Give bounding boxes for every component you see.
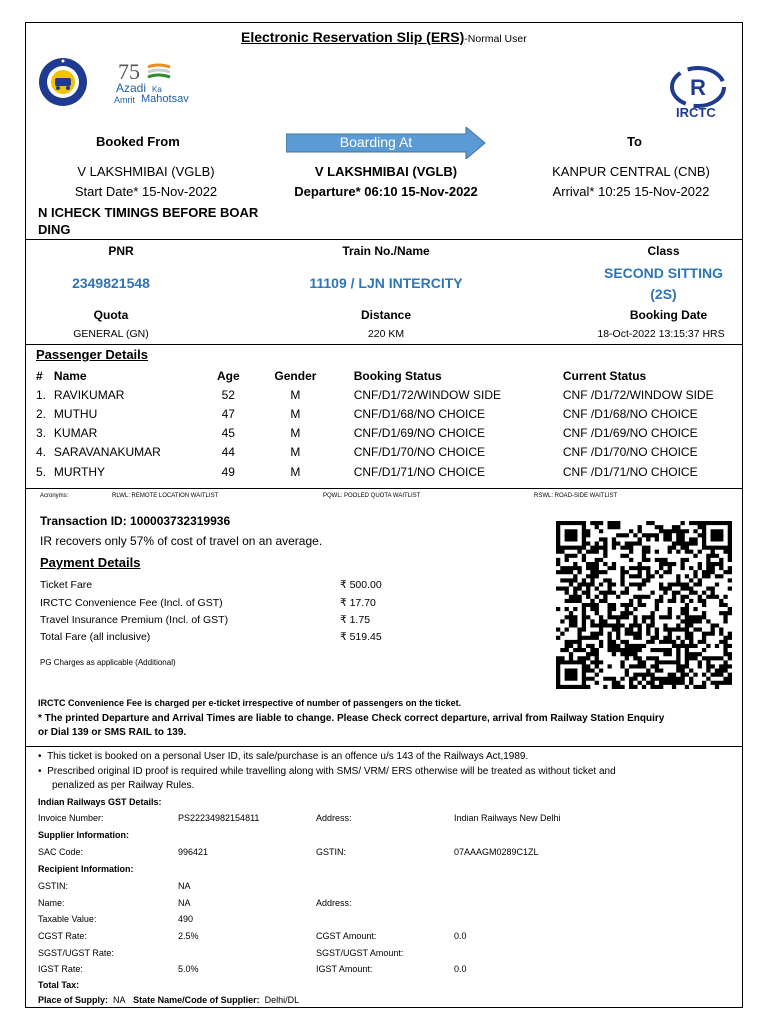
times-note-line2: or Dial 139 or SMS RAIL to 139. bbox=[38, 727, 187, 738]
acronym-rswl: RSWL: ROAD-SIDE WAITLIST bbox=[534, 493, 618, 499]
total-fare-value: ₹ 519.45 bbox=[340, 631, 382, 643]
col-header-booking-status: Booking Status bbox=[353, 368, 442, 383]
distance-label: Distance bbox=[360, 308, 412, 322]
svg-text:R: R bbox=[690, 75, 706, 100]
passenger-booking-status: CNF/D1/68/NO CHOICE bbox=[353, 406, 486, 421]
check-timings-line2: DING bbox=[38, 222, 71, 237]
boarding-station: V LAKSHMIBAI (VGLB) bbox=[314, 164, 458, 179]
pg-charges-note: PG Charges as applicable (Additional) bbox=[40, 658, 176, 667]
passenger-current-status: CNF /D1/71/NO CHOICE bbox=[562, 464, 698, 479]
col-header-gender: Gender bbox=[274, 368, 317, 383]
supplier-address-value: Indian Railways New Delhi bbox=[454, 813, 561, 823]
passenger-age: 45 bbox=[221, 426, 235, 441]
quota-label: Quota bbox=[93, 308, 129, 322]
cgst-amount-label: CGST Amount: bbox=[316, 931, 377, 941]
sgst-amount-label: SGST/UGST Amount: bbox=[316, 948, 404, 958]
bullet-text: This ticket is booked on a personal User ID, its sale/purchase is an offence u/s 143 of the Railways Act,1989. bbox=[47, 751, 529, 762]
to-station: KANPUR CENTRAL (CNB) bbox=[552, 164, 710, 179]
cgst-rate-label: CGST Rate: bbox=[38, 931, 87, 941]
departure-time: Departure* 06:10 15-Nov-2022 bbox=[294, 184, 478, 199]
passenger-age: 52 bbox=[221, 387, 235, 402]
passenger-age: 49 bbox=[221, 464, 235, 479]
passenger-number: 4. bbox=[36, 445, 47, 460]
qr-code bbox=[556, 521, 732, 689]
recipient-gstin-value: NA bbox=[178, 881, 191, 891]
bullet-continuation: penalized as per Railway Rules. bbox=[52, 780, 195, 791]
to-label: To bbox=[627, 134, 642, 149]
table-row bbox=[36, 424, 742, 443]
passenger-number: 5. bbox=[36, 464, 47, 479]
col-header-current-status: Current Status bbox=[562, 368, 647, 383]
passenger-age: 44 bbox=[221, 445, 235, 460]
place-value: NA bbox=[113, 995, 126, 1005]
divider bbox=[26, 344, 742, 345]
passenger-age: 47 bbox=[221, 406, 235, 421]
azadi-amrit: Amrit bbox=[114, 95, 135, 105]
passenger-booking-status: CNF/D1/70/NO CHOICE bbox=[353, 445, 486, 460]
sac-value: 996421 bbox=[178, 847, 209, 857]
igst-amount-label: IGST Amount: bbox=[316, 964, 373, 974]
supplier-info-label: Supplier Information: bbox=[38, 830, 129, 840]
passenger-number: 1. bbox=[36, 387, 47, 402]
passenger-number: 3. bbox=[36, 426, 47, 441]
transaction-id: Transaction ID: 100003732319936 bbox=[40, 514, 231, 528]
fare-value: ₹ 500.00 bbox=[340, 579, 382, 591]
from-station: V LAKSHMIBAI (VGLB) bbox=[77, 164, 215, 179]
passenger-number: 2. bbox=[36, 406, 47, 421]
bullet-item bbox=[38, 766, 616, 777]
azadi-ka: Ka bbox=[152, 85, 162, 94]
table-row bbox=[36, 462, 742, 481]
supplier-gstin-value: 07AAAGM0289C1ZL bbox=[454, 847, 539, 857]
acronym-pqwl: PQWL: POOLED QUOTA WAITLIST bbox=[323, 493, 421, 499]
igst-rate-value: 5.0% bbox=[178, 964, 199, 974]
booking-date-value: 18-Oct-2022 13:15:37 HRS bbox=[597, 328, 725, 340]
times-note-line1: * The printed Departure and Arrival Times are liable to change. Please Check correct departure, arrival from Railway Station Enquiry bbox=[38, 713, 665, 724]
state-value: Delhi/DL bbox=[264, 995, 300, 1005]
invoice-value: PS22234982154811 bbox=[178, 813, 260, 823]
pnr-label: PNR bbox=[108, 244, 134, 258]
total-fare-label: Total Fare (all inclusive) bbox=[40, 631, 151, 643]
class-value-line1: SECOND SITTING bbox=[603, 265, 723, 281]
start-date: Start Date* 15-Nov-2022 bbox=[74, 184, 218, 199]
passenger-gender: M bbox=[290, 464, 301, 479]
place-of-supply-row bbox=[38, 995, 299, 1005]
booked-from-label: Booked From bbox=[96, 134, 180, 149]
convenience-fee-note: IRCTC Convenience Fee is charged per e-ticket irrespective of number of passengers on the ticket. bbox=[38, 698, 462, 708]
azadi-logo bbox=[114, 57, 204, 107]
qr-modules bbox=[556, 521, 732, 689]
insurance-value: ₹ 1.75 bbox=[340, 614, 371, 626]
taxable-value: 490 bbox=[178, 914, 194, 924]
indian-railways-logo bbox=[38, 57, 88, 107]
passenger-current-status: CNF /D1/68/NO CHOICE bbox=[562, 406, 698, 421]
bullet-item bbox=[38, 751, 528, 762]
igst-amount-value: 0.0 bbox=[454, 964, 467, 974]
recipient-gstin-label: GSTIN: bbox=[38, 881, 69, 891]
page-title: Electronic Reservation Slip (ERS) bbox=[241, 29, 465, 45]
acronym-rlwl: RLWL: REMOTE LOCATION WAITLIST bbox=[112, 493, 219, 499]
divider bbox=[26, 239, 742, 240]
pnr-value: 2349821548 bbox=[72, 275, 150, 291]
passenger-section-title: Passenger Details bbox=[36, 347, 149, 362]
azadi-word: Azadi bbox=[116, 81, 147, 95]
train-label: Train No./Name bbox=[342, 244, 430, 258]
passenger-name: RAVIKUMAR bbox=[53, 387, 125, 402]
azadi-mahotsav: Mahotsav bbox=[141, 93, 189, 105]
convenience-fee-label: IRCTC Convenience Fee (Incl. of GST) bbox=[40, 597, 223, 609]
passenger-gender: M bbox=[290, 387, 301, 402]
boarding-at-arrow bbox=[286, 127, 486, 159]
recipient-info-label: Recipient Information: bbox=[38, 864, 134, 874]
arrival-time: Arrival* 10:25 15-Nov-2022 bbox=[552, 184, 710, 199]
table-row bbox=[36, 443, 742, 462]
ers-page bbox=[25, 22, 743, 1008]
quota-value: GENERAL (GN) bbox=[73, 328, 149, 340]
passenger-current-status: CNF /D1/69/NO CHOICE bbox=[562, 426, 698, 441]
passenger-table bbox=[36, 366, 742, 481]
passenger-booking-status: CNF/D1/71/NO CHOICE bbox=[353, 464, 486, 479]
col-header-name: Name bbox=[53, 368, 87, 383]
passenger-gender: M bbox=[290, 426, 301, 441]
table-row bbox=[36, 404, 742, 423]
distance-value: 220 KM bbox=[367, 328, 405, 340]
passenger-name: MUTHU bbox=[53, 406, 98, 421]
svg-text:75: 75 bbox=[118, 59, 140, 84]
recipient-name-label: Name: bbox=[38, 898, 65, 908]
recipient-name-value: NA bbox=[178, 898, 191, 908]
passenger-gender: M bbox=[290, 406, 301, 421]
booking-date-label: Booking Date bbox=[629, 308, 708, 322]
page-subtitle: -Normal User bbox=[464, 33, 527, 45]
passenger-current-status: CNF /D1/72/WINDOW SIDE bbox=[562, 387, 714, 402]
passenger-name: SARAVANAKUMAR bbox=[53, 445, 161, 460]
sgst-rate-label: SGST/UGST Rate: bbox=[38, 948, 114, 958]
col-header-number: # bbox=[36, 368, 43, 383]
passenger-header-row bbox=[36, 366, 742, 385]
train-value: 11109 / LJN INTERCITY bbox=[309, 275, 463, 291]
passenger-name: MURTHY bbox=[53, 464, 106, 479]
check-timings-line1: N ICHECK TIMINGS BEFORE BOAR bbox=[38, 205, 259, 220]
acronyms-label: Acronyms: bbox=[40, 493, 69, 499]
passenger-booking-status: CNF/D1/72/WINDOW SIDE bbox=[353, 387, 502, 402]
invoice-label: Invoice Number: bbox=[38, 813, 104, 823]
supplier-address-label: Address: bbox=[316, 813, 352, 823]
irctc-logo bbox=[666, 65, 730, 121]
insurance-label: Travel Insurance Premium (Incl. of GST) bbox=[40, 614, 229, 626]
igst-rate-label: IGST Rate: bbox=[38, 964, 83, 974]
boarding-at-label: Boarding At bbox=[339, 134, 413, 150]
bullet-text: Prescribed original ID proof is required while travelling along with SMS/ VRM/ ERS otherwise will be treated as without ticket and bbox=[47, 766, 616, 777]
fare-label: Ticket Fare bbox=[40, 579, 93, 591]
passenger-name: KUMAR bbox=[53, 426, 98, 441]
taxable-value-label: Taxable Value: bbox=[38, 914, 97, 924]
passenger-gender: M bbox=[290, 445, 301, 460]
payment-section-title: Payment Details bbox=[40, 555, 141, 570]
class-value-line2: (2S) bbox=[650, 286, 677, 302]
bullet-icon: • bbox=[38, 751, 48, 762]
irctc-logo-text: IRCTC bbox=[676, 105, 716, 120]
divider bbox=[26, 746, 742, 747]
table-row bbox=[36, 385, 742, 404]
sac-label: SAC Code: bbox=[38, 847, 84, 857]
convenience-fee-value: ₹ 17.70 bbox=[340, 597, 376, 609]
header-title-row bbox=[241, 29, 527, 47]
passenger-booking-status: CNF/D1/69/NO CHOICE bbox=[353, 426, 486, 441]
bullet-icon: • bbox=[38, 766, 48, 777]
gst-title: Indian Railways GST Details: bbox=[38, 797, 162, 807]
place-label: Place of Supply: bbox=[38, 995, 109, 1005]
recipient-address-label: Address: bbox=[316, 898, 352, 908]
passenger-current-status: CNF /D1/70/NO CHOICE bbox=[562, 445, 698, 460]
ir-recovers-note: IR recovers only 57% of cost of travel on an average. bbox=[40, 534, 323, 548]
col-header-age: Age bbox=[216, 368, 240, 383]
total-tax-label: Total Tax: bbox=[38, 980, 80, 990]
cgst-amount-value: 0.0 bbox=[454, 931, 467, 941]
state-label: State Name/Code of Supplier: bbox=[133, 995, 260, 1005]
cgst-rate-value: 2.5% bbox=[178, 931, 199, 941]
class-label: Class bbox=[647, 244, 680, 258]
supplier-gstin-label: GSTIN: bbox=[316, 847, 347, 857]
divider bbox=[26, 488, 742, 489]
